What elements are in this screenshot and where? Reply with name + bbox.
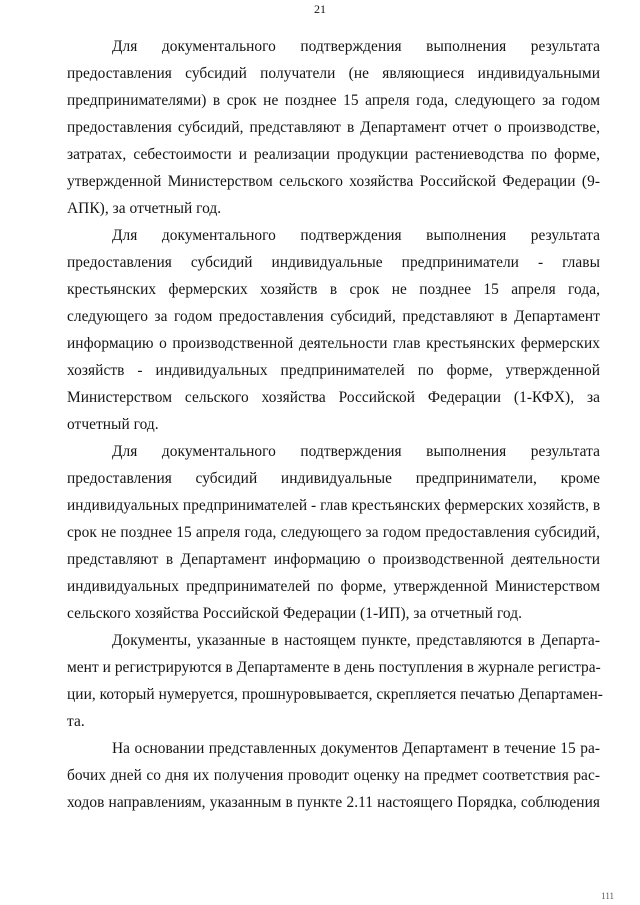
paragraph-line: срок не позднее 15 апреля года, следующего за годом предоставления субсидий, — [67, 524, 600, 541]
page-number: 21 — [314, 2, 326, 16]
paragraph-line: ходов направлениям, указанным в пункте 2.11 настоящего Порядка, соблюдения — [67, 794, 600, 811]
paragraph-line: та. — [67, 713, 85, 730]
paragraph-line: затратах, себестоимости и реализации продукции растениеводства по форме, — [67, 146, 600, 163]
paragraph-line: На основании представленных документов Департамент в течение 15 ра- — [112, 740, 600, 757]
paragraph-line: Для документального подтверждения выполнения результата — [112, 227, 600, 244]
paragraph-line: предоставления субсидий индивидуальные предприниматели, кроме — [67, 470, 600, 487]
paragraph-line: следующего за годом предоставления субсидий, представляют в Департамент — [67, 308, 600, 325]
paragraph-line: индивидуальных предпринимателей - глав крестьянских фермерских хозяйств, в — [67, 497, 601, 514]
paragraph-line: предоставления субсидий, представляют в Департамент отчет о производстве, — [67, 119, 600, 136]
paragraph-line: предоставления субсидий получатели (не являющиеся индивидуальными — [67, 65, 600, 82]
paragraph-line: хозяйств - индивидуальных предпринимателей по форме, утвержденной — [67, 362, 600, 379]
paragraph-line: Для документального подтверждения выполнения результата — [112, 443, 600, 460]
paragraph-line: представляют в Департамент информацию о производственной деятельности — [67, 551, 600, 568]
paragraph-line: индивидуальных предпринимателей по форме, утвержденной Министерством — [67, 578, 600, 595]
paragraph-line: предпринимателями) в срок не позднее 15 апреля года, следующего за годом — [67, 92, 600, 109]
paragraph-line: Документы, указанные в настоящем пункте, представляются в Департа- — [112, 632, 600, 649]
paragraph-line: утвержденной Министерством сельского хозяйства Российской Федерации (9- — [67, 173, 600, 190]
paragraph-line: сельского хозяйства Российской Федерации (1-ИП), за отчетный год. — [67, 605, 523, 622]
paragraph-line: Для документального подтверждения выполнения результата — [112, 38, 600, 55]
paragraph-line: Министерством сельского хозяйства Российской Федерации (1-КФХ), за — [67, 389, 600, 406]
paragraph-line: мент и регистрируются в Департаменте в день поступления в журнале регистра- — [67, 659, 601, 676]
paragraph-line: ции, который нумеруется, прошнуровывается, скрепляется печатью Департамен- — [67, 686, 603, 703]
paragraph-line: предоставления субсидий индивидуальные предприниматели - главы — [67, 254, 600, 271]
paragraph-line: АПК), за отчетный год. — [67, 200, 222, 217]
paragraph-line: информацию о производственной деятельности глав крестьянских фермерских — [67, 335, 600, 352]
paragraph-line: бочих дней со дня их получения проводит оценку на предмет соответствия рас- — [67, 767, 600, 784]
page-footer-mark: 111 — [601, 891, 614, 901]
paragraph-line: крестьянских фермерских хозяйств в срок не позднее 15 апреля года, — [67, 281, 600, 298]
paragraph-line: отчетный год. — [67, 416, 159, 433]
